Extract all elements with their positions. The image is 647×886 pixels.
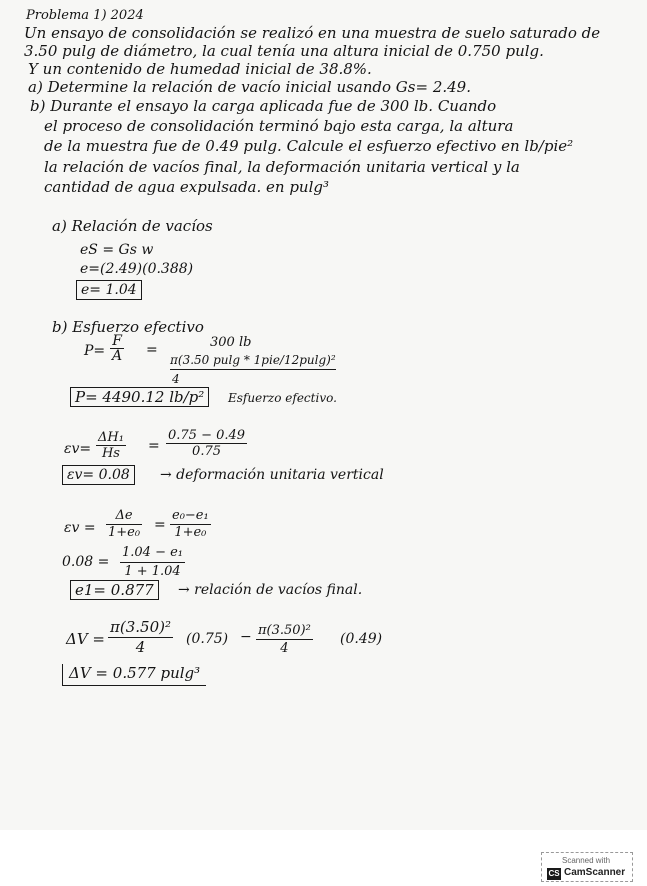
scanned-with-text: Scanned with (562, 856, 611, 865)
pressure-area-den: 4 (172, 372, 180, 386)
volume-term1-mult: (0.75) (186, 631, 229, 647)
pressure-note: Esfuerzo efectivo. (228, 391, 337, 405)
problem-line-3: Y un contenido de humedad inicial de 38.8%. (28, 60, 372, 78)
strain2-num: Δe (106, 508, 142, 525)
volume-term1-fraction (108, 618, 173, 657)
pressure-num: F (110, 334, 124, 349)
strain-fraction-2 (166, 428, 247, 459)
problem-line-8: la relación de vacíos final, la deformación unitaria vertical y la (44, 158, 520, 176)
strain2-eq-sign: = (154, 517, 166, 533)
volume-term1-den: 4 (135, 638, 146, 656)
volume-result: ΔV = 0.577 pulg³ (62, 664, 206, 686)
void-ratio-final-result: e1= 0.877 (70, 580, 159, 600)
problem-line-2: 3.50 pulg de diámetro, la cual tenía una altura inicial de 0.750 pulg. (24, 42, 544, 60)
problem-title: Problema 1) 2024 (26, 8, 144, 23)
pressure-lhs: P= (84, 343, 106, 359)
strain-den: Hs (101, 446, 120, 461)
volume-lhs: ΔV = (66, 630, 106, 648)
strain2-fraction (106, 508, 142, 541)
strain3-lhs: 0.08 = (62, 554, 110, 570)
volume-term2-num: π(3.50)² (258, 623, 311, 638)
strain2-lhs: εv = (64, 520, 96, 536)
problem-line-7: de la muestra fue de 0.49 pulg. Calcule el esfuerzo efectivo en lb/pie² (44, 137, 574, 155)
volume-term1-num: π(3.50)² (110, 618, 171, 636)
strain-den-2: 0.75 (192, 444, 221, 459)
volume-minus: − (240, 629, 252, 645)
strain-fraction (96, 430, 126, 461)
strain-eq-sign: = (148, 438, 160, 454)
strain-result: εv= 0.08 (62, 465, 135, 485)
strain-lhs: εv= (64, 441, 92, 457)
strain2-den: 1+e₀ (108, 525, 141, 540)
pressure-den: A (112, 348, 123, 364)
strain3-den: 1 + 1.04 (124, 564, 181, 579)
volume-term2-fraction (256, 622, 313, 657)
strain-note: → deformación unitaria vertical (160, 467, 384, 483)
part-a-eq1: eS = Gs w (80, 242, 154, 258)
strain-num-2: 0.75 − 0.49 (168, 428, 246, 443)
problem-line-5: b) Durante el ensayo la carga aplicada fue de 300 lb. Cuando (30, 97, 497, 115)
strain2-fraction-2 (170, 508, 211, 541)
strain2-den-2: 1+e₀ (174, 525, 207, 540)
problem-line-4: a) Determine la relación de vacío inicial usando Gs= 2.49. (28, 78, 471, 96)
problem-line-1: Un ensayo de consolidación se realizó en una muestra de suelo saturado de (24, 24, 601, 42)
void-ratio-final-note: → relación de vacíos final. (178, 582, 363, 598)
camscanner-badge (541, 852, 633, 882)
part-a-heading: a) Relación de vacíos (52, 217, 213, 235)
part-b-heading: b) Esfuerzo efectivo (52, 318, 204, 336)
part-a-eq2: e=(2.49)(0.388) (80, 261, 194, 277)
pressure-fraction (110, 334, 124, 363)
problem-line-6: el proceso de consolidación terminó bajo esta carga, la altura (44, 117, 514, 135)
volume-term2-mult: (0.49) (340, 631, 383, 647)
camscanner-logo-icon: CS (548, 869, 560, 878)
strain3-num: 1.04 − e₁ (120, 544, 185, 563)
strain3-fraction (120, 544, 185, 581)
pressure-result: P= 4490.12 lb/p² (70, 387, 209, 407)
pressure-area-expr: π(3.50 pulg * 1pie/12pulg)² (170, 351, 336, 370)
pressure-eq-sign: = (146, 342, 158, 358)
volume-term2-den: 4 (280, 641, 289, 656)
part-a-result: e= 1.04 (76, 280, 142, 300)
problem-line-9: cantidad de agua expulsada. en pulg³ (44, 178, 330, 196)
strain-num: ΔH₁ (98, 430, 124, 445)
camscanner-brand: CamScanner (564, 867, 626, 878)
strain2-num-2: e₀−e₁ (172, 508, 209, 523)
pressure-force: 300 lb (210, 335, 252, 350)
